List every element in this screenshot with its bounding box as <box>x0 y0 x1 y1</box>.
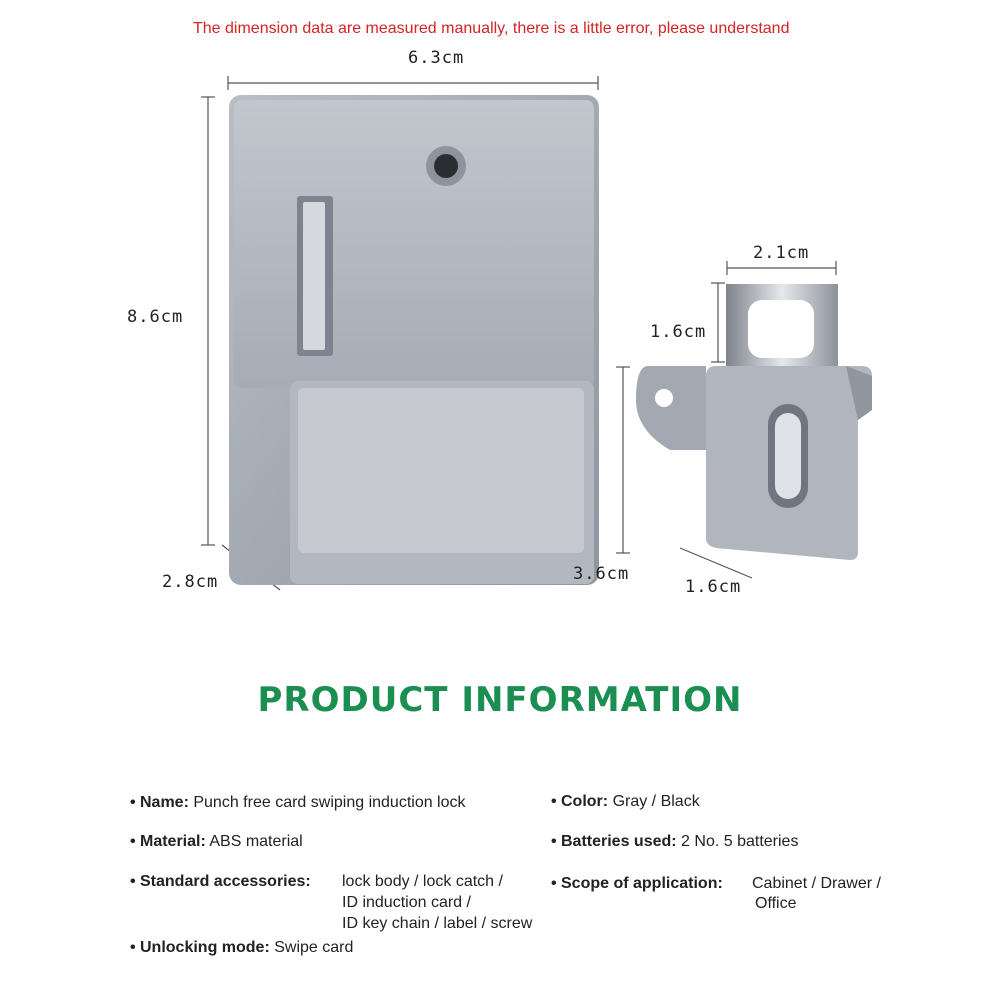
measurement-notice: The dimension data are measured manually, there is a little error, please understand <box>193 20 790 37</box>
spec-label: Color: <box>561 793 609 810</box>
spec-value: Punch free card swiping induction lock <box>193 794 466 811</box>
spec-label: Unlocking mode: <box>140 939 270 956</box>
spec-unlocking <box>130 938 353 958</box>
spec-value-line: Office <box>755 895 797 912</box>
bullet-icon: • <box>130 873 136 890</box>
spec-label: Standard accessories: <box>140 873 311 890</box>
spec-label: Batteries used: <box>561 833 677 850</box>
spec-value-line: ID induction card / <box>342 894 471 911</box>
spec-accessories <box>130 872 570 936</box>
dim-catch-tab: 1.6cm <box>650 322 707 342</box>
spec-color <box>551 792 700 812</box>
spec-label: Material: <box>140 833 206 850</box>
dim-lock-depth: 2.8cm <box>162 572 219 592</box>
spec-value: ABS material <box>209 833 303 850</box>
bullet-icon: • <box>551 793 557 810</box>
spec-material <box>130 832 303 852</box>
dim-catch-width: 2.1cm <box>753 243 810 263</box>
spec-value-line: lock body / lock catch / <box>342 873 503 890</box>
spec-name <box>130 793 466 813</box>
spec-label: Scope of application: <box>561 875 723 892</box>
bullet-icon: • <box>130 833 136 850</box>
dim-catch-depth: 1.6cm <box>685 577 742 597</box>
dim-lock-height: 8.6cm <box>127 307 184 327</box>
bullet-icon: • <box>551 833 557 850</box>
bullet-icon: • <box>130 939 136 956</box>
spec-value-line: ID key chain / label / screw <box>342 915 533 932</box>
spec-value-line: Cabinet / Drawer / <box>752 875 881 892</box>
bullet-icon: • <box>551 875 557 892</box>
spec-label: Name: <box>140 794 189 811</box>
dim-catch-height: 3.6cm <box>573 564 630 584</box>
spec-value: Swipe card <box>274 939 354 956</box>
lock-body <box>229 95 599 585</box>
bullet-icon: • <box>130 794 136 811</box>
spec-scope <box>551 874 971 918</box>
spec-batteries <box>551 832 798 852</box>
spec-value: 2 No. 5 batteries <box>681 833 799 850</box>
spec-value: Gray / Black <box>612 793 700 810</box>
dim-lock-width: 6.3cm <box>408 48 465 68</box>
section-title: PRODUCT INFORMATION <box>257 680 743 720</box>
